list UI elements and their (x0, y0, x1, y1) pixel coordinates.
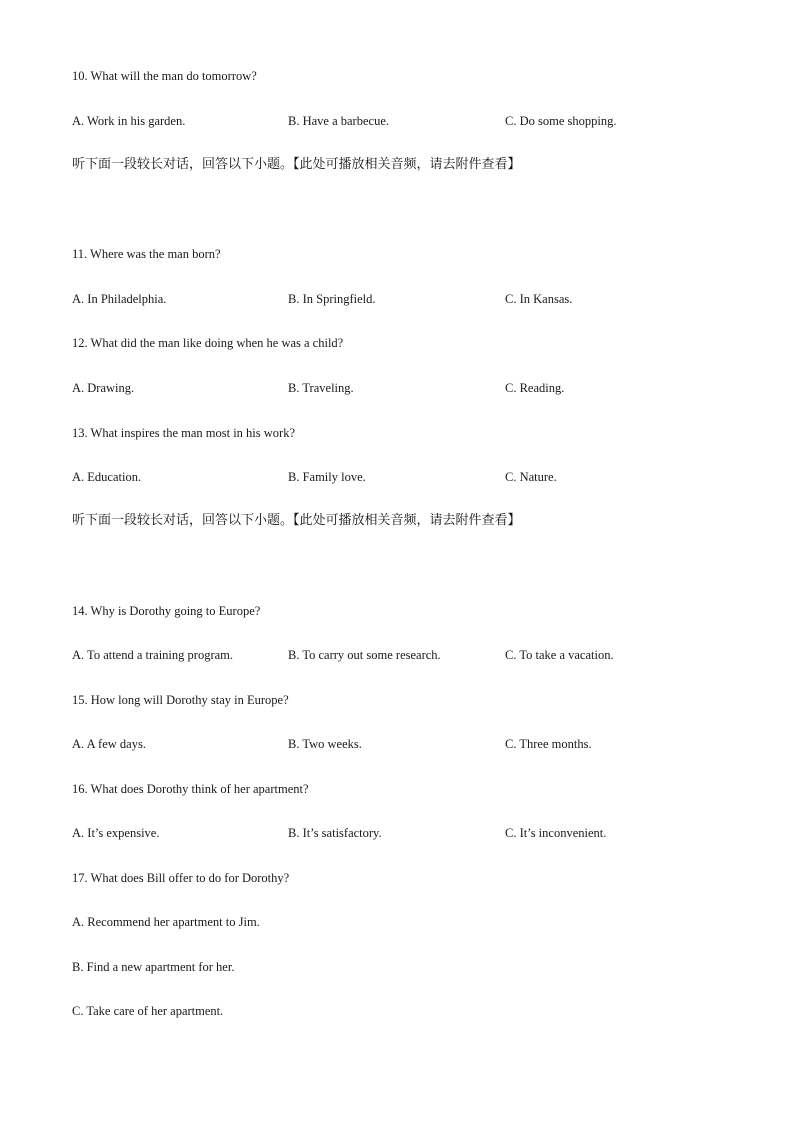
option-b: B. Traveling. (288, 381, 354, 395)
options-10 (72, 113, 722, 129)
question-11: 11. Where was the man born? (72, 247, 221, 261)
option-c: C. Three months. (505, 737, 592, 751)
option-c: C. It’s inconvenient. (505, 826, 607, 840)
option-b: B. Have a barbecue. (288, 114, 389, 128)
listening-instruction: 听下面一段较长对话，回答以下小题。【此处可播放相关音频，请去附件查看】 (72, 157, 521, 172)
options-14 (72, 647, 722, 663)
option-c: C. In Kansas. (505, 292, 573, 306)
options-12 (72, 380, 722, 396)
option-c-line: C. Take care of her apartment. (72, 1004, 224, 1018)
option-b: B. Family love. (288, 470, 366, 484)
options-13 (72, 469, 722, 485)
option-a: A. To attend a training program. (72, 648, 234, 662)
listening-instruction: 听下面一段较长对话，回答以下小题。【此处可播放相关音频，请去附件查看】 (72, 513, 521, 528)
option-b: B. It’s satisfactory. (288, 826, 382, 840)
question-10: 10. What will the man do tomorrow? (72, 69, 257, 83)
option-c: C. Nature. (505, 470, 557, 484)
option-a: A. In Philadelphia. (72, 292, 167, 306)
options-11 (72, 291, 722, 307)
option-a: A. A few days. (72, 737, 146, 751)
option-b: B. To carry out some research. (288, 648, 441, 662)
option-b-line: B. Find a new apartment for her. (72, 960, 235, 974)
option-a: A. Drawing. (72, 381, 135, 395)
option-b: B. In Springfield. (288, 292, 376, 306)
question-12: 12. What did the man like doing when he was a child? (72, 336, 344, 350)
option-a: A. Education. (72, 470, 142, 484)
question-15: 15. How long will Dorothy stay in Europe? (72, 693, 289, 707)
question-13: 13. What inspires the man most in his work? (72, 426, 296, 440)
options-16 (72, 825, 722, 841)
option-c: C. Do some shopping. (505, 114, 617, 128)
question-16: 16. What does Dorothy think of her apartment? (72, 782, 309, 796)
option-a: A. Work in his garden. (72, 114, 186, 128)
option-a: A. It’s expensive. (72, 826, 160, 840)
options-15 (72, 736, 722, 752)
question-14: 14. Why is Dorothy going to Europe? (72, 604, 261, 618)
option-c: C. Reading. (505, 381, 565, 395)
option-b: B. Two weeks. (288, 737, 362, 751)
option-a-line: A. Recommend her apartment to Jim. (72, 915, 260, 929)
option-c: C. To take a vacation. (505, 648, 614, 662)
question-17: 17. What does Bill offer to do for Dorothy? (72, 871, 290, 885)
